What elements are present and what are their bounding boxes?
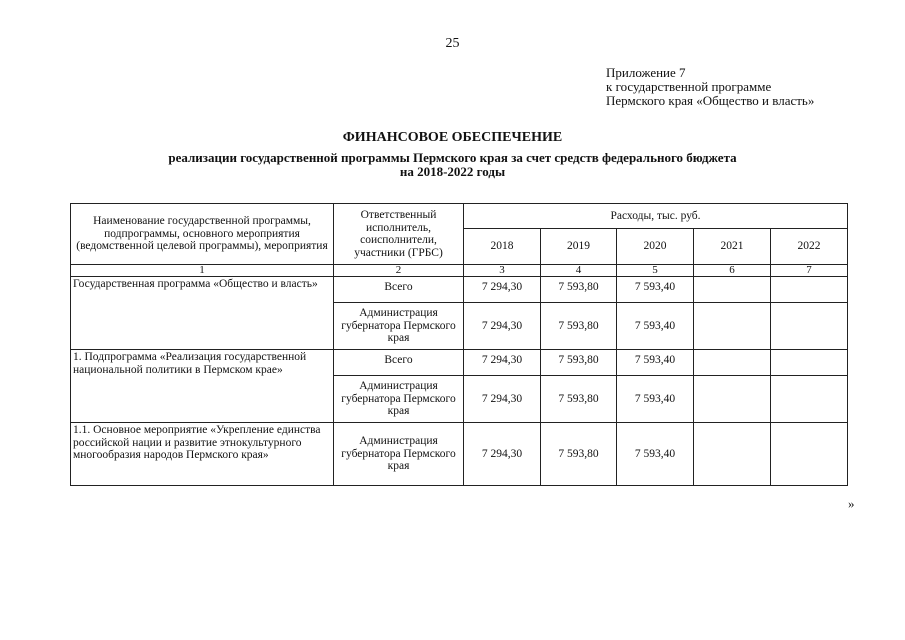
- row-name: 1. Подпрограмма «Реализация государственной национальной политики в Пермском крае»: [71, 350, 334, 423]
- column-number: 2: [334, 265, 464, 277]
- document-subtitle: [0, 151, 905, 179]
- row-value: 7 294,30: [464, 277, 541, 303]
- header-executor: Ответственный исполнитель, соисполнители, участники (ГРБС): [334, 204, 464, 265]
- row-value: 7 294,30: [464, 376, 541, 423]
- column-number: 1: [71, 265, 334, 277]
- table-row: [71, 423, 848, 486]
- header-year: 2020: [617, 229, 694, 265]
- column-number: 6: [694, 265, 771, 277]
- row-value: [771, 376, 848, 423]
- row-value: [694, 376, 771, 423]
- column-number-row: [71, 265, 848, 277]
- appendix-line: к государственной программе: [606, 79, 772, 94]
- row-value: 7 593,80: [541, 423, 617, 486]
- document-title: ФИНАНСОВОЕ ОБЕСПЕЧЕНИЕ: [342, 130, 563, 145]
- row-value: 7 593,40: [617, 376, 694, 423]
- column-number: 5: [617, 265, 694, 277]
- subtitle-line: на 2018-2022 годы: [399, 164, 506, 179]
- financing-table: [70, 203, 848, 486]
- row-executor: Всего: [334, 277, 464, 303]
- row-value: [694, 277, 771, 303]
- row-value: [771, 423, 848, 486]
- row-value: [771, 350, 848, 376]
- row-value: 7 294,30: [464, 303, 541, 350]
- row-name: 1.1. Основное мероприятие «Укрепление единства российской нации и развитие этнокультурного многообразия народов Пермского края»: [71, 423, 334, 486]
- header-year: 2022: [771, 229, 848, 265]
- row-value: 7 593,80: [541, 376, 617, 423]
- row-value: 7 593,80: [541, 303, 617, 350]
- column-number: 7: [771, 265, 848, 277]
- row-executor: Администрация губернатора Пермского края: [334, 376, 464, 423]
- row-value: 7 593,40: [617, 350, 694, 376]
- appendix-line: Приложение 7: [606, 65, 686, 80]
- column-number: 4: [541, 265, 617, 277]
- row-value: [694, 423, 771, 486]
- appendix-note: [606, 66, 814, 108]
- header-expenses: Расходы, тыс. руб.: [464, 204, 848, 229]
- header-name: Наименование государственной программы, подпрограммы, основного мероприятия (ведомственной целевой программы), мероприятия: [71, 204, 334, 265]
- header-year: 2019: [541, 229, 617, 265]
- row-value: 7 593,80: [541, 350, 617, 376]
- table-row: [71, 350, 848, 376]
- closing-quote-mark: »: [848, 496, 855, 511]
- row-executor: Всего: [334, 350, 464, 376]
- row-value: [771, 277, 848, 303]
- row-value: 7 593,40: [617, 303, 694, 350]
- row-value: 7 294,30: [464, 350, 541, 376]
- row-value: [694, 303, 771, 350]
- row-value: 7 294,30: [464, 423, 541, 486]
- row-executor: Администрация губернатора Пермского края: [334, 303, 464, 350]
- page-number: 25: [445, 36, 460, 51]
- row-executor: Администрация губернатора Пермского края: [334, 423, 464, 486]
- row-value: 7 593,80: [541, 277, 617, 303]
- row-value: 7 593,40: [617, 277, 694, 303]
- header-year: 2021: [694, 229, 771, 265]
- row-value: [694, 350, 771, 376]
- row-name: Государственная программа «Общество и власть»: [71, 277, 334, 350]
- appendix-line: Пермского края «Общество и власть»: [606, 93, 815, 108]
- table-row: [71, 277, 848, 303]
- row-value: [771, 303, 848, 350]
- row-value: 7 593,40: [617, 423, 694, 486]
- column-number: 3: [464, 265, 541, 277]
- subtitle-line: реализации государственной программы Пермского края за счет средств федерального бюджета: [168, 150, 737, 165]
- header-year: 2018: [464, 229, 541, 265]
